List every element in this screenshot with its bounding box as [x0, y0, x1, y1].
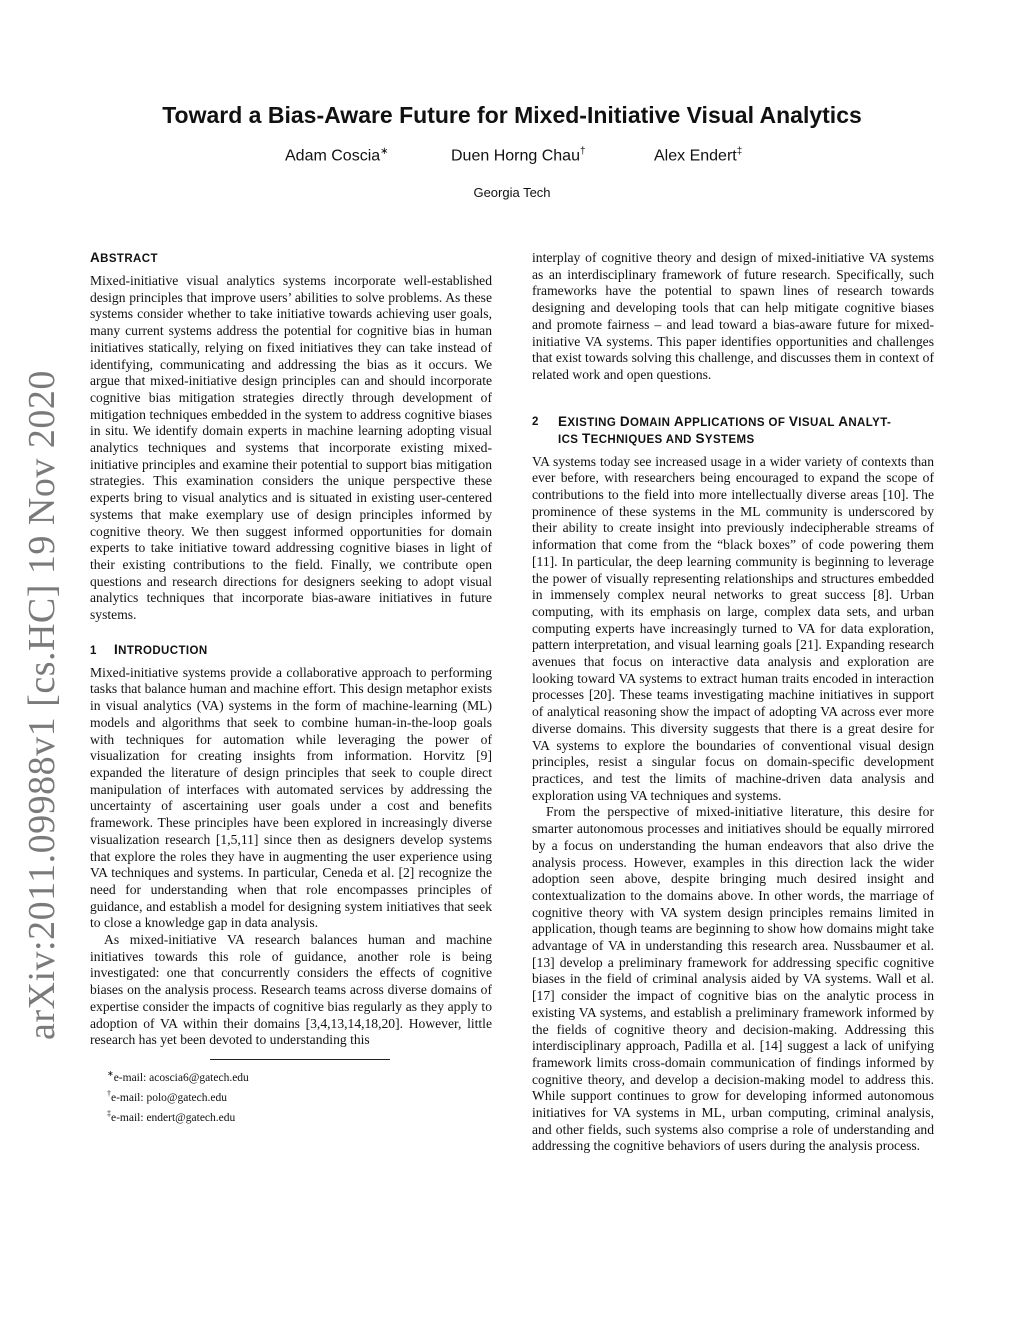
- author-1-mark: ∗: [380, 146, 389, 157]
- author-1-name: Adam Coscia: [285, 147, 381, 165]
- intro-continuation: interplay of cognitive theory and design of mixed-initiative VA systems as an interdisciplinary framework of future research. Specifically, such frameworks have the potential to spawn lines of research towards designing and developing tools that can help mitigate cognitive biases and promote fairness – and lead toward a bias-aware future for mixed-initiative VA systems. This paper identifies opportunities and challenges that exist towards solving this challenge, and discusses them in context of related work and open questions.: [532, 250, 934, 382]
- author-2-name: Duen Horng Chau: [451, 147, 580, 165]
- author-list: [0, 146, 1024, 170]
- footnote-1: ∗e-mail: acoscia6@gatech.edu: [107, 1068, 249, 1084]
- section-2-heading: 2 EXISTING DOMAIN APPLICATIONS OF VISUAL ANALYT- ICS TECHNIQUES AND SYSTEMS: [532, 413, 892, 446]
- abstract-text: Mixed-initiative visual analytics systems incorporate well-established design principles that improve users’ abilities to solve problems. As these systems consider whether to take initiative towards achieving user goals, many current systems address the potential for cognitive bias in human initiatives statically, relying on fixed initiatives they can take instead of identifying, communicating and addressing the bias as it occurs. We argue that mixed-initiative design principles can and should incorporate cognitive bias mitigation strategies directly through development of mitigation techniques embedded in the system to address cognitive biases in situ. We identify domain experts in machine learning adopting visual analytics techniques and systems that incorporate existing mixed-initiative principles and examine their potential to support bias mitigation strategies. This examination considers the unique perspective these experts bring to visual analytics and is situated in existing user-centered systems that make exemplary use of design principles informed by cognitive theory. We then suggest informed opportunities for domain experts to take initiative toward addressing cognitive biases in light of their existing contributions to the field. Finally, we contribute open questions and research directions for designers seeking to adopt visual analytics techniques that incorporate bias-aware initiatives in future systems.: [90, 273, 492, 623]
- arxiv-sidebar-stamp: arXiv:2011.09988v1 [cs.HC] 19 Nov 2020: [21, 370, 63, 1040]
- footnote-2: †e-mail: polo@gatech.edu: [107, 1088, 227, 1104]
- right-column: [532, 250, 934, 1155]
- author-3: [654, 146, 742, 165]
- author-2: [451, 146, 586, 165]
- paper-title: Toward a Bias-Aware Future for Mixed-Initiative Visual Analytics: [162, 102, 862, 128]
- footnote-3: ‡e-mail: endert@gatech.edu: [107, 1108, 236, 1124]
- author-2-mark: †: [579, 146, 586, 157]
- abstract-heading: ABSTRACT: [90, 250, 158, 265]
- section-2-paragraph-1: VA systems today see increased usage in a wider variety of contexts than ever before, with researchers being encouraged to expand the scope of contributions to the field into more intellectually diverse areas [10]. The prominence of these systems in the ML community is underscored by their ability to create insight into previously indecipherable streams of information that come from the “black boxes” of code powering them [11]. In particular, the deep learning community is beginning to leverage the power of visually representing relationships and structures embedded in immensely complex neural networks to great success [8]. Urban computing, with its emphasis on large, complex data sets, and urban computing experts have increasingly turned to VA for data exploration, pattern interpretation, and visual learning goals [21]. Expanding research avenues that focus on interactive data analysis and exploration are looking toward VA systems to extract human traits encoded in interaction processes [20]. These teams investigating machine initiatives in support of analytical reasoning show the impact of adopting VA across ever more diverse domains. This diversity suggests that there is a great desire for VA systems to explore the boundaries of conventional visual design principles, resist a singular focus on domain-specific development practices, and test the limits of machine-driven data analysis and exploration using VA techniques and systems.: [532, 453, 934, 803]
- section-2-paragraph-2: From the perspective of mixed-initiative literature, this desire for smarter autonomous processes and initiatives should be equally mirrored by a focus on understanding the human endeavors that also drive the analysis process. However, examples in this direction lack the wider adoption seen above, despite bringing much desired insight and contextualization to the domains above. In other words, the marriage of cognitive theory with VA system design principles remains limited in application, though teams are beginning to show how domains might take advantage of VA in understanding this research area. Nussbaumer et al. [13] develop a preliminary framework for addressing specific cognitive biases in the field of criminal analysis aided by VA systems. Wall et al. [17] consider the impact of cognitive bias on the analytic process in existing VA systems, and establish a preliminary framework informed by the fields of cognitive theory and decision-making. Addressing this interdisciplinary approach, Padilla et al. [14] suggest a lack of unifying framework limits cross-domain communication of findings informed by cognitive theory, and develop a decision-making model to address this. While support continues to grow for developing informed autonomous initiatives for VA systems in ML, urban computing, criminal analysis, and other fields, such systems also comprise a role of understanding and addressing the cognitive behaviors of users during the analysis process.: [532, 804, 934, 1154]
- intro-heading: 1 INTRODUCTION: [90, 641, 208, 657]
- author-1: [285, 146, 389, 165]
- left-column: [90, 250, 492, 1125]
- intro-paragraph-1: Mixed-initiative systems provide a collaborative approach to performing tasks that balance human and machine effort. This design metaphor exists in visual analytics (VA) systems in the form of machine-learning (ML) models and algorithms that seek to combine human-in-the-loop goals with techniques for automation while leveraging the power of visualization for creating insights from information. Horvitz [9] expanded the literature of design principles that seek to couple direct manipulation of interfaces with automated services by addressing the uncertainty of ascertaining user goals under a cost and benefits framework. These principles have been explored in increasingly diverse visualization research [1,5,11] since then as designers develop systems that explore the roles they have in augmenting the user experience using VA techniques and systems. In particular, Ceneda et al. [2] recognize the need for understanding when that role encompasses principles of guidance, and establish a model for designing system initiatives that seek to close a knowledge gap in data analysis.: [90, 664, 492, 931]
- footnotes: [107, 1059, 390, 1125]
- affiliation: Georgia Tech: [473, 185, 551, 200]
- author-3-mark: ‡: [736, 146, 743, 157]
- intro-paragraph-2: As mixed-initiative VA research balances human and machine initiatives towards this role of guidance, another role is being investigated: one that concurrently considers the effects of cognitive biases on the analysis process. Research teams across diverse domains of expertise consider the impacts of cognitive bias regularly as they apply to adoption of VA within their domains [3,4,13,14,18,20]. However, little research has yet been devoted to understanding this: [90, 932, 492, 1048]
- author-3-name: Alex Endert: [654, 147, 737, 165]
